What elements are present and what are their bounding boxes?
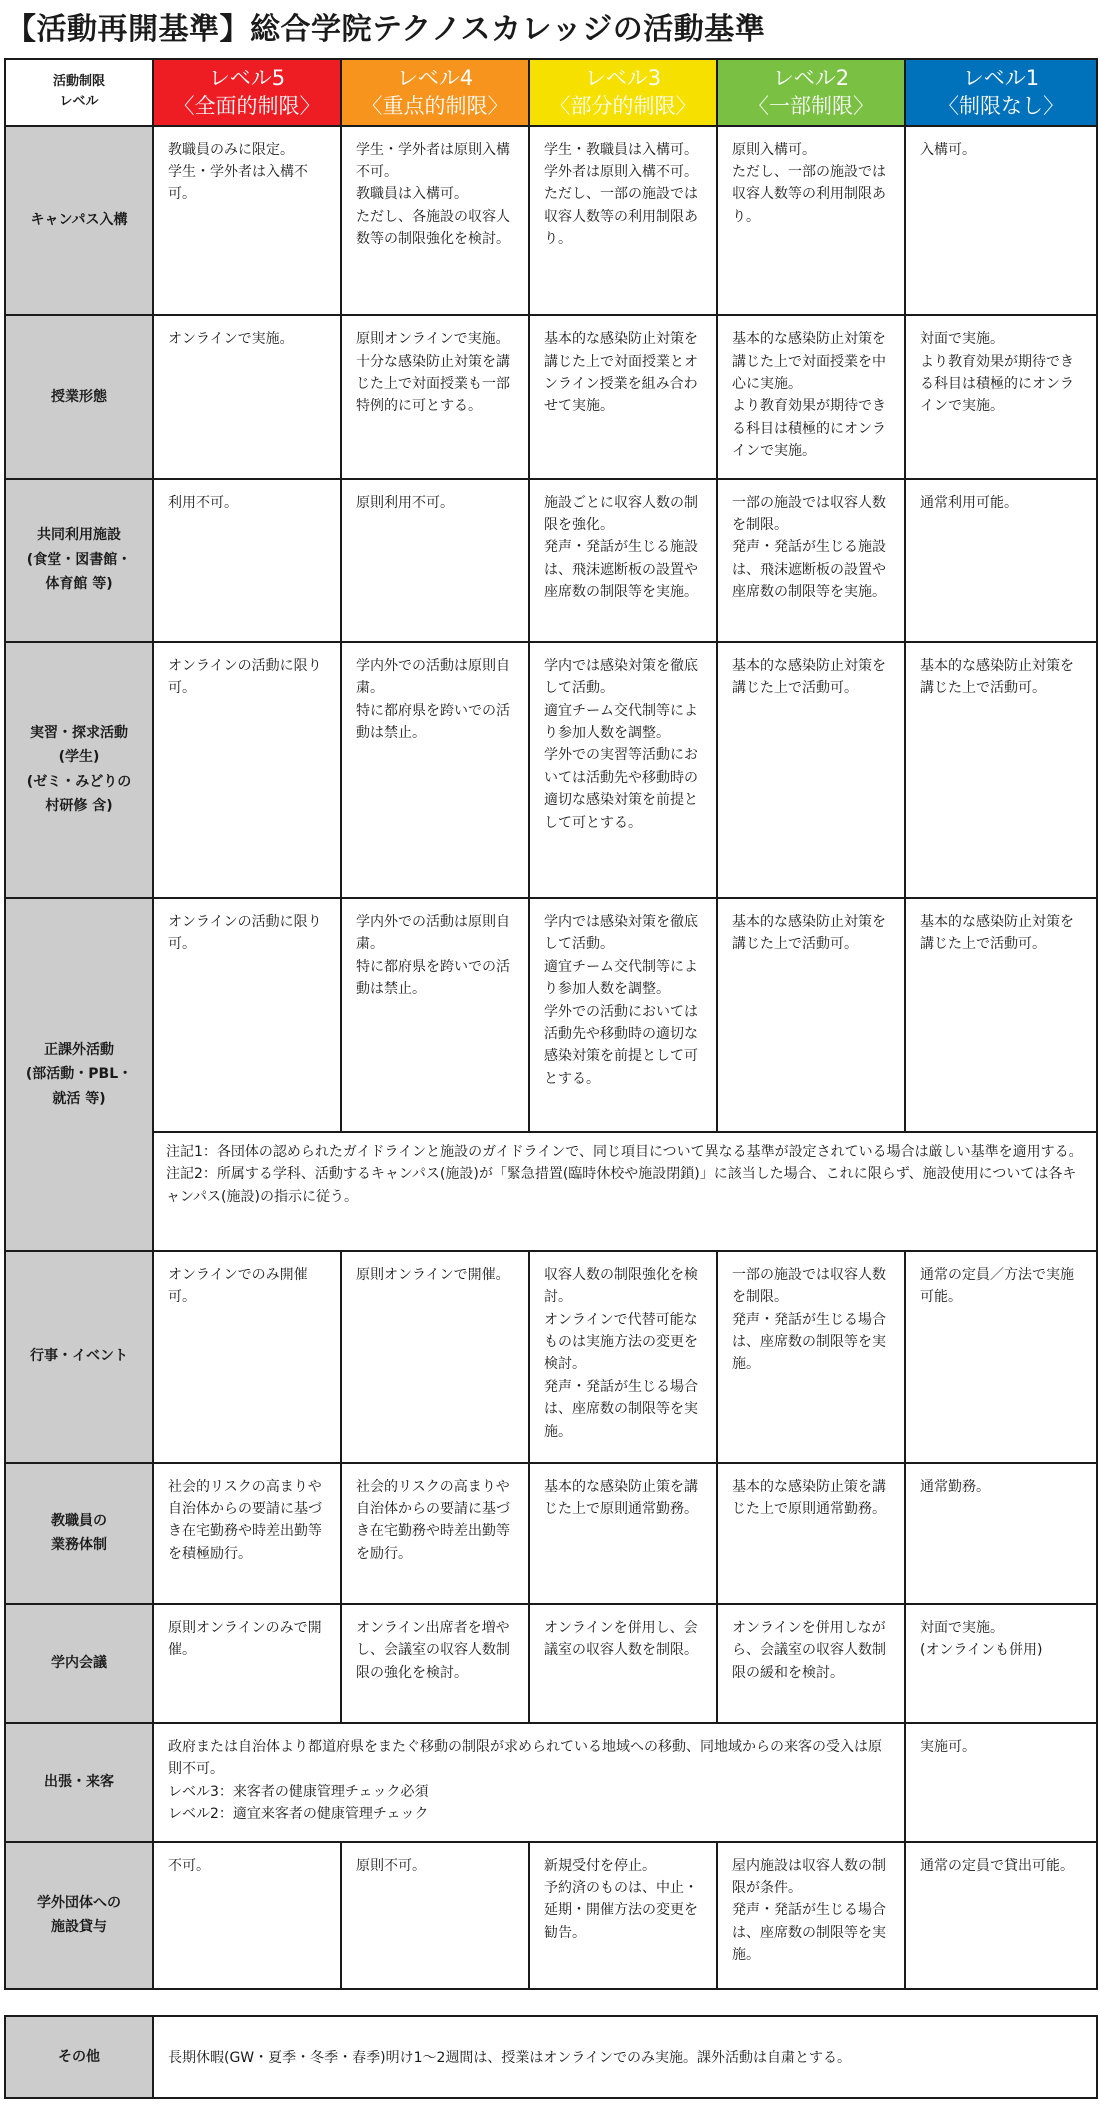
cell-extracurricular-level5: オンラインの活動に限り可。 [153,898,341,1132]
row-label-extracurricular: 正課外活動 (部活動・PBL・ 就活 等) [5,898,153,1251]
cell-staff-work-level1: 通常勤務。 [905,1463,1097,1604]
cell-events-level5: オンラインでのみ開催可。 [153,1251,341,1463]
row-other [5,2016,1097,2098]
cell-practical-activities-level5: オンラインの活動に限り可。 [153,642,341,898]
level-1-header: レベル1 〈制限なし〉 [905,59,1097,126]
cell-staff-work-level4: 社会的リスクの高まりや自治体からの要請に基づき在宅勤務や時差出勤等を励行。 [341,1463,529,1604]
cell-events-level3: 収容人数の制限強化を検討。 オンラインで代替可能なものは実施方法の変更を検討。 発声・発話が生じる場合は、座席数の制限等を実施。 [529,1251,717,1463]
cell-practical-activities-level3: 学内では感染対策を徹底して活動。 適宜チーム交代制等により参加人数を調整。 学外での実習等活動においては活動先や移動時の適切な感染対策を前提として可とする。 [529,642,717,898]
header-row [5,59,1097,126]
level-2-header: レベル2 〈一部制限〉 [717,59,905,126]
restriction-level-header: 活動制限 レベル [5,59,153,126]
cell-practical-activities-level4: 学内外での活動は原則自粛。 特に都府県を跨いでの活動は禁止。 [341,642,529,898]
cell-events-level2: 一部の施設では収容人数を制限。 発声・発話が生じる場合は、座席数の制限等を実施。 [717,1251,905,1463]
cell-internal-meetings-level4: オンライン出席者を増やし、会議室の収容人数制限の強化を検討。 [341,1604,529,1723]
cell-facility-lending-level5: 不可。 [153,1842,341,1989]
cell-class-format-level4: 原則オンラインで実施。 十分な感染防止対策を講じた上で対面授業も一部特例的に可とする。 [341,315,529,478]
row-facility-lending [5,1842,1097,1989]
cell-events-level1: 通常の定員／方法で実施可能。 [905,1251,1097,1463]
cell-internal-meetings-level3: オンラインを併用し、会議室の収容人数を制限。 [529,1604,717,1723]
row-business-trips [5,1723,1097,1842]
cell-campus-entry-level3: 学生・教職員は入構可。 学外者は原則入構不可。 ただし、一部の施設では収容人数等の利用制限あり。 [529,126,717,316]
row-class-format [5,315,1097,478]
cell-facility-lending-level3: 新規受付を停止。 予約済のものは、中止・延期・開催方法の変更を勧告。 [529,1842,717,1989]
cell-business-trips-levels5-2: 政府または自治体より都道府県をまたぐ移動の制限が求められている地域への移動、同地域からの来客の受入は原則不可。 レベル3：来客者の健康管理チェック必須 レベル2：適宜来客者の健康管理チェック [153,1723,905,1842]
row-staff-work [5,1463,1097,1604]
row-label-practical-activities: 実習・探求活動 (学生) (ゼミ・みどりの 村研修 含) [5,642,153,898]
level-5-header: レベル5 〈全面的制限〉 [153,59,341,126]
row-label-internal-meetings: 学内会議 [5,1604,153,1723]
cell-extracurricular-level1: 基本的な感染防止対策を講じた上で活動可。 [905,898,1097,1132]
cell-class-format-level5: オンラインで実施。 [153,315,341,478]
cell-staff-work-level2: 基本的な感染防止策を講じた上で原則通常勤務。 [717,1463,905,1604]
cell-facility-lending-level1: 通常の定員で貸出可能。 [905,1842,1097,1989]
cell-staff-work-level5: 社会的リスクの高まりや自治体からの要請に基づき在宅勤務や時差出勤等を積極励行。 [153,1463,341,1604]
cell-events-level4: 原則オンラインで開催。 [341,1251,529,1463]
row-label-campus-entry: キャンパス入構 [5,126,153,316]
row-label-staff-work: 教職員の 業務体制 [5,1463,153,1604]
cell-campus-entry-level2: 原則入構可。 ただし、一部の施設では収容人数等の利用制限あり。 [717,126,905,316]
row-label-other: その他 [5,2016,153,2098]
cell-practical-activities-level2: 基本的な感染防止対策を講じた上で活動可。 [717,642,905,898]
cell-class-format-level1: 対面で実施。 より教育効果が期待できる科目は積極的にオンラインで実施。 [905,315,1097,478]
other-text: 長期休暇(GW・夏季・冬季・春季)明け1～2週間は、授業はオンラインでのみ実施。課外活動は自粛とする。 [153,2016,1097,2098]
cell-extracurricular-level3: 学内では感染対策を徹底して活動。 適宜チーム交代制等により参加人数を調整。 学外での活動においては活動先や移動時の適切な感染対策を前提として可とする。 [529,898,717,1132]
activity-standards-table [4,58,1098,1990]
cell-internal-meetings-level2: オンラインを併用しながら、会議室の収容人数制限の緩和を検討。 [717,1604,905,1723]
row-practical-activities [5,642,1097,898]
cell-staff-work-level3: 基本的な感染防止策を講じた上で原則通常勤務。 [529,1463,717,1604]
cell-class-format-level2: 基本的な感染防止対策を講じた上で対面授業を中心に実施。 より教育効果が期待できる科目は積極的にオンラインで実施。 [717,315,905,478]
cell-extracurricular-level2: 基本的な感染防止対策を講じた上で活動可。 [717,898,905,1132]
row-label-business-trips: 出張・来客 [5,1723,153,1842]
row-extracurricular [5,898,1097,1132]
cell-practical-activities-level1: 基本的な感染防止対策を講じた上で活動可。 [905,642,1097,898]
other-table [4,2015,1098,2099]
cell-facility-lending-level4: 原則不可。 [341,1842,529,1989]
cell-shared-facilities-level2: 一部の施設では収容人数を制限。 発声・発話が生じる施設は、飛沫遮断板の設置や座席数の制限等を実施。 [717,479,905,642]
cell-campus-entry-level1: 入構可。 [905,126,1097,316]
row-label-shared-facilities: 共同利用施設 (食堂・図書館・ 体育館 等) [5,479,153,642]
cell-shared-facilities-level4: 原則利用不可。 [341,479,529,642]
cell-internal-meetings-level1: 対面で実施。 (オンラインも併用) [905,1604,1097,1723]
extracurricular-notes: 注記1：各団体の認められたガイドラインと施設のガイドラインで、同じ項目について異なる基準が設定されている場合は厳しい基準を適用する。 注記2：所属する学科、活動するキャンパス(施設)が「緊急措置(臨時休校や施設閉鎖)」に該当した場合、これに限らず、施設使用については各キャンパス(施設)の指示に従う。 [153,1132,1097,1251]
row-shared-facilities [5,479,1097,642]
row-label-class-format: 授業形態 [5,315,153,478]
cell-shared-facilities-level1: 通常利用可能。 [905,479,1097,642]
cell-shared-facilities-level5: 利用不可。 [153,479,341,642]
row-internal-meetings [5,1604,1097,1723]
cell-campus-entry-level4: 学生・学外者は原則入構不可。 教職員は入構可。 ただし、各施設の収容人数等の制限強化を検討。 [341,126,529,316]
cell-campus-entry-level5: 教職員のみに限定。 学生・学外者は入構不可。 [153,126,341,316]
cell-extracurricular-level4: 学内外での活動は原則自粛。 特に都府県を跨いでの活動は禁止。 [341,898,529,1132]
level-3-header: レベル3 〈部分的制限〉 [529,59,717,126]
level-4-header: レベル4 〈重点的制限〉 [341,59,529,126]
cell-shared-facilities-level3: 施設ごとに収容人数の制限を強化。 発声・発話が生じる施設は、飛沫遮断板の設置や座席数の制限等を実施。 [529,479,717,642]
row-events [5,1251,1097,1463]
cell-class-format-level3: 基本的な感染防止対策を講じた上で対面授業とオンライン授業を組み合わせて実施。 [529,315,717,478]
row-label-events: 行事・イベント [5,1251,153,1463]
cell-facility-lending-level2: 屋内施設は収容人数の制限が条件。 発声・発話が生じる場合は、座席数の制限等を実施。 [717,1842,905,1989]
row-extracurricular-notes [5,1132,1097,1251]
row-campus-entry [5,126,1097,316]
cell-internal-meetings-level5: 原則オンラインのみで開催。 [153,1604,341,1723]
page-title: 【活動再開基準】総合学院テクノスカレッジの活動基準 [6,12,766,47]
cell-business-trips-level1: 実施可。 [905,1723,1097,1842]
row-label-facility-lending: 学外団体への 施設貸与 [5,1842,153,1989]
